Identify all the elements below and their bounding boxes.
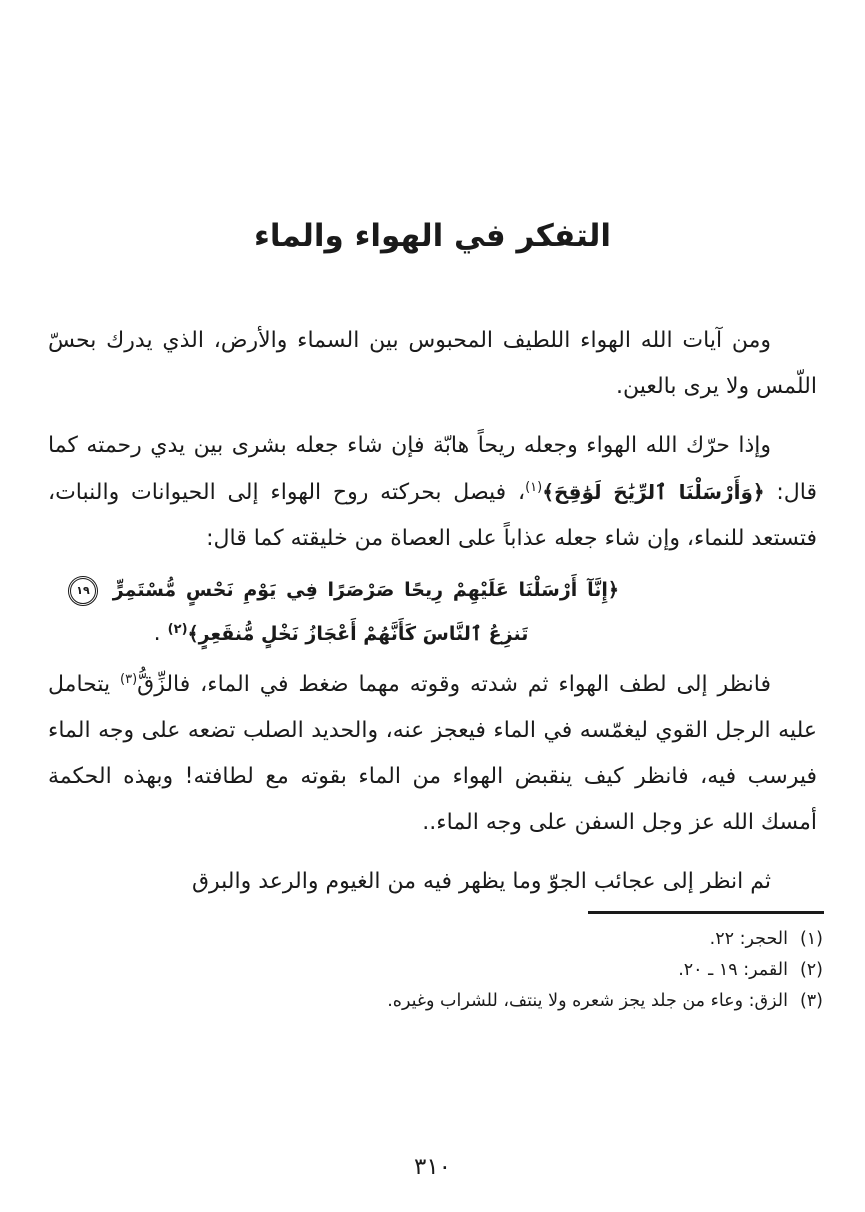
quran-quote-inline: ﴿وَأَرْسَلْنَا ٱلرِّيَٰحَ لَوَٰقِحَ﴾: [542, 480, 765, 504]
page-body: [0, 318, 865, 905]
verse-part-1: ﴿إِنَّآ أَرْسَلْنَا عَلَيْهِمْ رِيحًا صَرْصَرًا فِي يَوْمِ نَحْسٍ مُّسْتَمِرٍّ: [103, 579, 619, 601]
verse-part-2: تَنزِعُ ٱلنَّاسَ كَأَنَّهُمْ أَعْجَازُ نَخْلٍ مُّنقَعِرٍ﴾: [187, 623, 529, 645]
paragraph-2-text-after: ، فيصل بحركته روح الهواء إلى الحيوانات والنبات، فتستعد للنماء، وإن شاء جعله عذاباً على العصاة من خليقته كما قال:: [48, 480, 817, 551]
page-number: ٣١٠: [413, 1154, 452, 1180]
paragraph-2: وإذا حرّك الله الهواء وجعله ريحاً هابّة فإن شاء جعله بشرى بين يدي رحمته كما قال: ﴿وَأَرْسَلْنَا ٱلرِّيَٰحَ لَوَٰقِحَ﴾(١)، فيصل بحركته روح الهواء إلى الحيوانات والنبات، فتستعد للنماء، وإن شاء جعله عذاباً على العصاة من خليقته كما قال:: [48, 433, 817, 551]
footnotes-section: [48, 924, 823, 1017]
footnote-1: [48, 924, 823, 955]
ayah-number-badge: ١٩: [68, 576, 98, 606]
chapter-title: التفكر في الهواء والماء: [253, 218, 612, 254]
footnote-3-text: الزق: وعاء من جلد يجز شعره ولا ينتف، للشراب وغيره.: [387, 991, 788, 1011]
paragraph-1: ومن آيات الله الهواء اللطيف المحبوس بين السماء والأرض، الذي يدرك بحسّ اللّمس ولا يرى بالعين.: [48, 328, 817, 399]
paragraph-3-text-after: يتحامل عليه الرجل القوي ليغمّسه في الماء فيعجز عنه، والحديد الصلب تضعه على وجه الماء فيرسب فيه، فانظر كيف ينقبض الهواء من الماء بقوته مع لطافته! وبهذه الحكمة أمسك الله عز وجل السفن على وجه الماء..: [48, 672, 817, 835]
paragraph-3: فانظر إلى لطف الهواء ثم شدته وقوته مهما ضغط في الماء، فالزِّقُّ(٣) يتحامل عليه الرجل القوي ليغمّسه في الماء فيعجز عنه، والحديد الصلب تضعه على وجه الماء فيرسب فيه، فانظر كيف ينقبض الهواء من الماء بقوته مع لطافته! وبهذه الحكمة أمسك الله عز وجل السفن على وجه الماء..: [48, 671, 817, 835]
paragraph-3-text-before: فانظر إلى لطف الهواء ثم شدته وقوته مهما ضغط في الماء، فالزِّقُّ: [137, 672, 772, 697]
footnote-2-text: القمر: ١٩ ـ ٢٠.: [678, 960, 788, 980]
footnote-3: [48, 986, 823, 1017]
footnote-2-marker: (٢): [799, 960, 823, 980]
verse-suffix: .: [153, 621, 168, 646]
footnote-1-text: الحجر: ٢٢.: [709, 929, 788, 949]
footnote-3-marker: (٣): [799, 991, 823, 1011]
paragraph-4: ثم انظر إلى عجائب الجوّ وما يظهر فيه من الغيوم والرعد والبرق: [191, 869, 771, 894]
footnote-separator: [588, 911, 824, 914]
footnote-2: [48, 955, 823, 986]
footnote-1-marker: (١): [799, 929, 823, 949]
paragraph-2-text-before: وإذا حرّك الله الهواء وجعله ريحاً هابّة فإن شاء جعله بشرى بين يدي رحمته كما قال:: [48, 433, 817, 505]
quran-verse-block: ﴿إِنَّآ أَرْسَلْنَا عَلَيْهِمْ رِيحًا صَرْصَرًا فِي يَوْمِ نَحْسٍ مُّسْتَمِرٍّ ١٩ تَنزِعُ ٱلنَّاسَ كَأَنَّهُمْ أَعْجَازُ نَخْلٍ مُّنقَعِرٍ﴾(٢) .: [63, 568, 619, 656]
